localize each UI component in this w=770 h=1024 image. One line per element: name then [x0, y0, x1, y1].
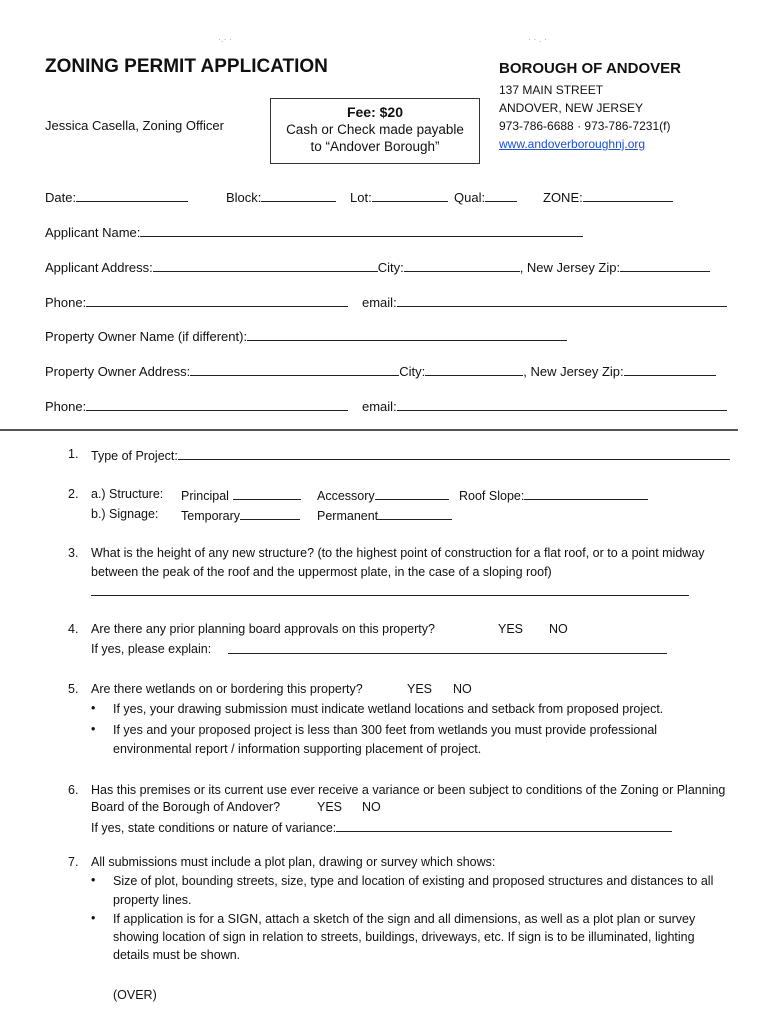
phone-fax: 973-786-6688 · 973-786-7231(f) [499, 119, 671, 133]
owner-phone-blank[interactable] [86, 398, 348, 411]
q1-type-of-project-field[interactable] [91, 447, 730, 463]
fee-amount: Fee: $20 [346, 104, 404, 120]
applicant-state-zip-label: , New Jersey Zip: [519, 260, 621, 275]
q4-no-option[interactable]: NO [549, 622, 568, 636]
q7-bullet-2-line-1: If application is for a SIGN, attach a sketch of the sign and all dimensions, as well as a plot plan or survey [113, 912, 696, 926]
q5-number: 5. [68, 682, 79, 696]
lot-field[interactable] [350, 189, 448, 205]
q4-yes-option[interactable]: YES [498, 622, 524, 636]
applicant-phone-label: Phone: [45, 295, 87, 310]
accessory-blank[interactable] [375, 487, 449, 500]
qual-blank[interactable] [485, 189, 517, 202]
applicant-email-blank[interactable] [397, 294, 727, 307]
owner-email-label: email: [362, 399, 397, 414]
principal-field[interactable] [181, 487, 301, 503]
q3-line-2: between the peak of the roof and the uppermost plate, in the case of a sloping roof) [91, 565, 552, 579]
owner-email-field[interactable] [362, 398, 727, 414]
q5-no-option[interactable]: NO [453, 682, 472, 696]
applicant-address-blank[interactable] [153, 259, 378, 272]
q3-answer-blank[interactable] [91, 583, 689, 596]
q6-conditions-blank[interactable] [336, 819, 672, 832]
q1-blank[interactable] [178, 447, 730, 460]
owner-city-label: City: [399, 364, 426, 379]
q5-bullet-2-line-1: If yes and your proposed project is less than 300 feet from wetlands you must provide professional [113, 723, 658, 737]
q6-line-2: Board of the Borough of Andover? [91, 800, 281, 814]
zone-field[interactable] [543, 189, 673, 205]
scan-noise-mark: · · . · [528, 34, 547, 44]
scan-noise-mark: ·.· · [218, 34, 232, 44]
zone-blank[interactable] [583, 189, 673, 202]
owner-city-blank[interactable] [425, 363, 523, 376]
q2b-label: b.) Signage: [91, 507, 159, 521]
q5-question: Are there wetlands on or bordering this property? [91, 682, 363, 696]
q7-number: 7. [68, 855, 79, 869]
date-blank[interactable] [76, 189, 188, 202]
bullet-icon: • [91, 701, 96, 715]
date-label: Date: [45, 190, 77, 205]
accessory-label: Accessory [317, 489, 375, 503]
temporary-field[interactable] [181, 507, 300, 523]
q1-number: 1. [68, 447, 79, 461]
q6-line-1: Has this premises or its current use ever receive a variance or been subject to conditions of the Zoning or Planning [91, 783, 726, 797]
applicant-name-label: Applicant Name: [45, 225, 141, 240]
roof-slope-label: Roof Slope: [459, 489, 525, 503]
q6-no-option[interactable]: NO [362, 800, 381, 814]
applicant-name-blank[interactable] [140, 224, 583, 237]
owner-name-blank[interactable] [247, 328, 567, 341]
zoning-officer: Jessica Casella, Zoning Officer [45, 118, 224, 133]
qual-field[interactable] [454, 189, 517, 205]
owner-address-label: Property Owner Address: [45, 364, 191, 379]
owner-address-blank[interactable] [190, 363, 399, 376]
website-link[interactable]: www.andoverboroughnj.org [499, 137, 646, 151]
q6-conditions-field[interactable] [91, 819, 672, 835]
q6-conditions-label: If yes, state conditions or nature of variance: [91, 821, 337, 835]
q4-question: Are there any prior planning board approvals on this property? [91, 622, 435, 636]
fee-payee-line: to “Andover Borough” [310, 139, 440, 154]
applicant-address-field[interactable] [45, 259, 710, 275]
applicant-email-field[interactable] [362, 294, 727, 310]
temporary-label: Temporary [181, 509, 241, 523]
q6-number: 6. [68, 783, 79, 797]
temporary-blank[interactable] [240, 507, 300, 520]
street-address: 137 MAIN STREET [499, 83, 604, 97]
q4-number: 4. [68, 622, 79, 636]
section-divider [0, 429, 738, 431]
q2-number: 2. [68, 487, 79, 501]
q7-bullet-1-line-1: Size of plot, bounding streets, size, type and location of existing and proposed structures and distances to all [113, 874, 714, 888]
applicant-zip-blank[interactable] [620, 259, 710, 272]
bullet-icon: • [91, 873, 96, 887]
applicant-name-field[interactable] [45, 224, 583, 240]
q4-explain-blank[interactable] [228, 641, 667, 654]
block-label: Block: [226, 190, 262, 205]
applicant-address-label: Applicant Address: [45, 260, 153, 275]
q4-explain-label: If yes, please explain: [91, 642, 212, 656]
lot-label: Lot: [350, 190, 372, 205]
bullet-icon: • [91, 722, 96, 736]
applicant-city-label: City: [377, 260, 404, 275]
roof-slope-field[interactable] [459, 487, 648, 503]
zone-label: ZONE: [543, 190, 583, 205]
lot-blank[interactable] [372, 189, 448, 202]
principal-blank[interactable] [233, 487, 301, 500]
owner-address-field[interactable] [45, 363, 716, 379]
q5-bullet-2-line-2: environmental report / information supporting placement of project. [113, 742, 482, 756]
q3-number: 3. [68, 546, 79, 560]
page-title: ZONING PERMIT APPLICATION [45, 56, 328, 77]
applicant-phone-blank[interactable] [86, 294, 348, 307]
permanent-blank[interactable] [378, 507, 452, 520]
q5-bullet-1: If yes, your drawing submission must indicate wetland locations and setback from proposed project. [113, 702, 664, 716]
owner-name-label: Property Owner Name (if different): [45, 329, 248, 344]
owner-phone-label: Phone: [45, 399, 87, 414]
date-field[interactable] [45, 189, 188, 205]
q7-bullet-2-line-3: details must be shown. [113, 948, 241, 962]
owner-email-blank[interactable] [397, 398, 727, 411]
q2a-label: a.) Structure: [91, 487, 164, 501]
roof-slope-blank[interactable] [524, 487, 648, 500]
q7-bullet-1-line-2: property lines. [113, 893, 192, 907]
q5-yes-option[interactable]: YES [407, 682, 433, 696]
q7-bullet-2-line-2: showing location of sign in relation to streets, buildings, driveways, etc. If sign is to be illuminated, lighting [113, 930, 695, 944]
accessory-field[interactable] [317, 487, 449, 503]
owner-state-zip-label: , New Jersey Zip: [523, 364, 624, 379]
q7-intro: All submissions must include a plot plan, drawing or survey which shows: [91, 855, 496, 869]
q3-line-1: What is the height of any new structure? (to the highest point of construction for a flat roof, or to a point midway [91, 546, 705, 560]
applicant-city-blank[interactable] [404, 259, 520, 272]
borough-name: BOROUGH OF ANDOVER [499, 60, 681, 77]
fee-box [270, 98, 480, 164]
applicant-phone-field[interactable] [45, 294, 348, 310]
bullet-icon: • [91, 911, 96, 925]
owner-name-field[interactable] [45, 328, 567, 344]
owner-phone-field[interactable] [45, 398, 348, 414]
q1-label: Type of Project: [91, 449, 178, 463]
q6-yes-option[interactable]: YES [317, 800, 343, 814]
principal-label: Principal [181, 489, 229, 503]
block-field[interactable] [226, 189, 336, 205]
applicant-email-label: email: [362, 295, 397, 310]
owner-zip-blank[interactable] [624, 363, 716, 376]
fee-payment-line: Cash or Check made payable [286, 122, 464, 137]
city-state: ANDOVER, NEW JERSEY [499, 101, 644, 115]
block-blank[interactable] [261, 189, 336, 202]
permanent-field[interactable] [317, 507, 452, 523]
qual-label: Qual: [454, 190, 486, 205]
over-indicator: (OVER) [113, 988, 157, 1002]
permanent-label: Permanent [317, 509, 379, 523]
